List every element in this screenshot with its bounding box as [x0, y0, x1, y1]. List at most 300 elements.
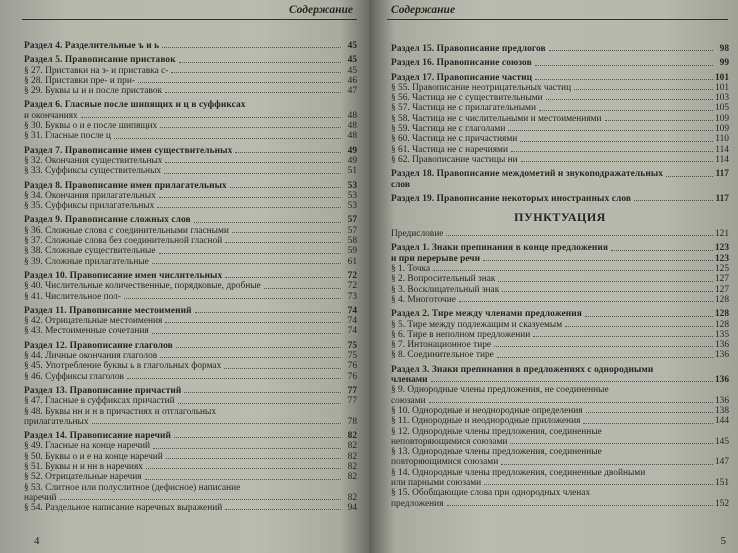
toc-entry-page: 82 [347, 441, 357, 452]
toc-entry-page: 109 [714, 113, 729, 124]
toc-entry-title: Раздел 2. Тире между членами предложения [391, 309, 582, 320]
toc-entry-page: 99 [719, 58, 729, 69]
toc-entry-title: § 33. Суффиксы существительных [24, 166, 162, 177]
toc-entry [391, 320, 729, 330]
dot-leader [232, 232, 341, 233]
toc-entry-page: 151 [714, 477, 729, 488]
toc-entry-title: союзами [391, 395, 426, 406]
dot-leader [501, 464, 713, 465]
toc-entry [391, 194, 729, 204]
dot-leader [497, 357, 713, 358]
toc-entry-page: 51 [347, 166, 357, 177]
toc-entry [391, 437, 729, 447]
dot-leader [511, 151, 713, 152]
toc-entry-page: 138 [714, 405, 729, 416]
toc-entry-page: 57 [347, 225, 357, 236]
toc-entry [24, 441, 357, 451]
toc-entry [24, 76, 357, 86]
toc-entry-title: § 14. Однородные члены предложения, соединенные двойными [391, 467, 646, 478]
toc-entry [24, 66, 357, 76]
toc-entry-title: § 56. Частица не с существительными [391, 93, 543, 104]
toc-entry [24, 100, 357, 110]
toc-entry [24, 166, 357, 176]
toc-entry [391, 155, 729, 165]
toc-entry-title: § 38. Сложные существительные [24, 246, 156, 257]
toc-entry-title: § 46. Суффиксы глаголов [24, 371, 124, 382]
dot-leader [159, 253, 341, 254]
toc-entry [391, 264, 729, 274]
toc-entry-title: § 60. Частица не с причастиями [391, 134, 518, 145]
toc-entry-page: 145 [714, 436, 729, 447]
toc-entry-title: § 53. Слитное или полуслитное (дефисное) написание [24, 482, 241, 493]
toc-entry-page: 53 [347, 201, 357, 212]
toc-entry-page: 125 [714, 264, 729, 275]
toc-entry [391, 330, 729, 340]
toc-entry-page: 49 [347, 155, 357, 166]
dot-leader [195, 312, 341, 313]
toc-entry-title: § 3. Восклицательный знак [391, 284, 500, 295]
toc-entry [391, 134, 729, 144]
toc-entry-page: 121 [714, 229, 729, 240]
toc-entry-title: Раздел 1. Знаки препинания в конце предложения [391, 243, 609, 254]
dot-leader [124, 298, 341, 299]
toc-entry [391, 254, 729, 264]
dot-leader [127, 378, 341, 379]
toc-entry-page: 109 [714, 124, 729, 135]
toc-entry [24, 452, 357, 462]
dot-leader [546, 99, 713, 100]
toc-entry [24, 493, 357, 503]
toc-entry [24, 417, 357, 427]
toc-entry-title: Раздел 8. Правописание имен прилагательных [24, 180, 227, 191]
toc-entry [391, 180, 729, 190]
toc-entry [391, 229, 729, 239]
dot-leader [230, 187, 341, 188]
toc-entry-title: § 54. Раздельное написание наречных выражений [24, 503, 223, 514]
toc-entry [391, 478, 729, 488]
dot-leader [508, 130, 713, 131]
toc-entry-page: 144 [714, 416, 729, 427]
toc-entry [24, 86, 357, 96]
toc-entry-title: § 30. Буквы о и е после шипящих [24, 121, 158, 132]
toc-entry-title: § 40. Числительные количественные, порядковые, дробные [24, 281, 261, 292]
toc-entry-page: 123 [714, 253, 729, 264]
toc-entry-title: § 59. Частица не с глаголами [391, 124, 506, 135]
toc-entry-title: § 34. Окончания прилагательных [24, 190, 156, 201]
dot-leader [484, 484, 713, 485]
toc-entry-title: предложения [391, 498, 444, 509]
toc-entry [24, 146, 357, 156]
toc-entry-page: 58 [347, 236, 357, 247]
toc-entry-title: § 39. Сложные прилагательные [24, 256, 149, 267]
toc-entry [391, 375, 729, 385]
toc-entry-title: § 2. Вопросительный знак [391, 274, 496, 285]
toc-entry-page: 136 [714, 375, 729, 386]
toc-entry [391, 340, 729, 350]
dot-leader [114, 138, 341, 139]
toc-entry-page: 127 [714, 284, 729, 295]
toc-entry-title: § 35. Суффиксы прилагательных [24, 201, 155, 212]
toc-entry [391, 447, 729, 457]
toc-entry-title: и при перерыве речи [391, 253, 480, 264]
dot-leader [494, 346, 713, 347]
dot-leader [81, 117, 341, 118]
toc-entry-title: Раздел 14. Правописание наречий [24, 431, 171, 442]
dot-leader [446, 235, 713, 236]
toc-entry-title: членами [391, 375, 428, 386]
toc-entry [24, 396, 357, 406]
toc-entry-page: 48 [347, 131, 357, 142]
toc-entry [391, 73, 729, 83]
toc-entry-page: 105 [714, 103, 729, 114]
toc-entry-page: 75 [347, 351, 357, 362]
dot-leader [565, 326, 713, 327]
dot-leader [447, 505, 713, 506]
toc-entry-page: 128 [714, 294, 729, 305]
dot-leader [225, 509, 341, 510]
toc-entry [24, 271, 357, 281]
toc-entry [24, 292, 357, 302]
toc-entry [24, 407, 357, 417]
toc-entry [24, 41, 357, 51]
toc-entry [24, 386, 357, 396]
toc-entry [391, 406, 729, 416]
toc-entry-page: 136 [714, 395, 729, 406]
toc-entry-title: § 61. Частица не с наречиями [391, 144, 508, 155]
toc-entry [24, 181, 357, 191]
toc-entry-page: 77 [347, 385, 357, 396]
toc-entry-page: 45 [347, 65, 357, 76]
toc-entry [391, 83, 729, 93]
dot-leader [521, 161, 713, 162]
dot-leader [159, 197, 341, 198]
toc-entry-page: 74 [347, 316, 357, 327]
toc-entry-title: Раздел 17. Правописание частиц [391, 72, 533, 83]
dot-leader [583, 423, 713, 424]
toc-entry-title: § 37. Сложные слова без соединительной гласной [24, 236, 223, 247]
running-head-right: Содержание [391, 4, 456, 16]
dot-leader [162, 47, 341, 48]
dot-leader [634, 200, 713, 201]
toc-entry-title: § 15. Обобщающие слова при однородных членах [391, 488, 591, 499]
page-number-right: 5 [720, 535, 726, 547]
dot-leader [502, 291, 713, 292]
toc-entry-title: § 28. Приставки пре- и при- [24, 75, 135, 86]
dot-leader [585, 316, 713, 317]
toc-entry [24, 191, 357, 201]
toc-entry [391, 309, 729, 319]
toc-entry-title: § 31. Гласные после ц [24, 131, 111, 142]
dot-leader [153, 448, 341, 449]
right-page [369, 0, 738, 553]
toc-entry-page: 72 [347, 281, 357, 292]
dot-leader [92, 423, 341, 424]
toc-entry [391, 145, 729, 155]
toc-entry-title: Раздел 16. Правописание союзов [391, 58, 532, 69]
toc-entry-title: § 45. Употребление буквы ь в глагольных формах [24, 361, 222, 372]
toc-entry-page: 152 [714, 498, 729, 509]
toc-entry-page: 73 [347, 291, 357, 302]
toc-entry [24, 341, 357, 351]
toc-entry-title: слов [391, 179, 410, 190]
toc-entry-page: 82 [347, 492, 357, 503]
dot-leader [171, 72, 341, 73]
toc-entry [24, 281, 357, 291]
toc-entry [391, 350, 729, 360]
dot-leader [533, 336, 713, 337]
toc-entry-title: § 48. Буквы нн и н в причастиях и отглагольных [24, 406, 217, 417]
dot-leader [549, 50, 713, 51]
toc-entry [391, 169, 729, 179]
toc-entry [391, 243, 729, 253]
toc-entry-title: Раздел 15. Правописание предлогов [391, 44, 546, 54]
toc-entry [391, 114, 729, 124]
toc-entry [391, 416, 729, 426]
dot-leader [146, 468, 341, 469]
toc-entry-page: 117 [715, 193, 729, 204]
dot-leader [459, 301, 713, 302]
toc-entry-title: § 58. Частица не с числительными и местоимениями [391, 113, 602, 124]
toc-entry-page: 127 [714, 274, 729, 285]
dot-leader [145, 479, 341, 480]
dot-leader [194, 222, 341, 223]
punctuation-heading: ПУНКТУАЦИЯ [514, 210, 606, 225]
toc-entry-page: 45 [347, 41, 357, 51]
toc-entry-page: 123 [714, 243, 729, 254]
toc-entry-page: 76 [347, 361, 357, 372]
toc-entry [24, 55, 357, 65]
toc-entry [24, 156, 357, 166]
toc-entry-page: 82 [347, 461, 357, 472]
toc-entry [391, 58, 729, 68]
toc-entry-title: § 49. Гласные на конце наречий [24, 441, 150, 452]
toc-entry-title: § 5. Тире между подлежащим и сказуемым [391, 319, 563, 330]
dot-leader [605, 120, 713, 121]
toc-entry-page: 135 [714, 329, 729, 340]
toc-entry-page: 78 [347, 416, 357, 427]
toc-entry [391, 488, 729, 498]
toc-entry-title: § 29. Буквы ы и и после приставок [24, 86, 163, 97]
toc-entry-page: 48 [347, 110, 357, 121]
toc-entry [24, 503, 357, 513]
dot-leader [498, 281, 712, 282]
dot-leader [224, 368, 341, 369]
toc-entry-page: 57 [347, 215, 357, 226]
dot-leader [611, 250, 713, 251]
dot-leader [264, 288, 341, 289]
dot-leader [166, 458, 341, 459]
toc-entry [24, 131, 357, 141]
toc-entry [391, 427, 729, 437]
dot-leader [160, 357, 341, 358]
toc-entry-page: 82 [347, 431, 357, 442]
toc-entry-title: § 12. Однородные члены предложения, соединенные [391, 426, 602, 437]
dot-leader [574, 89, 713, 90]
toc-entry-page: 53 [347, 180, 357, 191]
toc-entry [24, 316, 357, 326]
toc-entry-title: § 51. Буквы н и нн в наречиях [24, 461, 143, 472]
toc-entry-page: 101 [714, 72, 729, 83]
toc-entry [391, 468, 729, 478]
toc-entry-page: 53 [347, 190, 357, 201]
dot-leader [165, 162, 341, 163]
dot-leader [429, 402, 713, 403]
toc-entry [24, 306, 357, 316]
dot-leader [176, 347, 341, 348]
toc-entry [24, 215, 357, 225]
toc-entry [24, 121, 357, 131]
toc-entry-title: § 10. Однородные и неоднородные определения [391, 405, 583, 416]
toc-entry-page: 59 [347, 246, 357, 257]
toc-entry-title: § 36. Сложные слова с соединительными гласными [24, 225, 229, 236]
toc-entry-title: § 62. Правописание частицы ни [391, 154, 518, 165]
toc-entry-title: § 13. Однородные члены предложения, соединенные [391, 447, 602, 458]
toc-entry [391, 103, 729, 113]
toc-entry [24, 351, 357, 361]
toc-entry-page: 46 [347, 75, 357, 86]
toc-entry [24, 372, 357, 382]
toc-entry-title: прилагательных [24, 416, 89, 427]
toc-entry [391, 457, 729, 467]
dot-leader [157, 207, 341, 208]
toc-entry [24, 246, 357, 256]
dot-leader [510, 443, 713, 444]
toc-entry-title: § 57. Частица не с прилагательными [391, 103, 536, 114]
toc-entry-page: 82 [347, 451, 357, 462]
toc-entry-title: Раздел 13. Правописание причастий [24, 385, 182, 396]
toc-entry [24, 361, 357, 371]
toc-left [24, 37, 357, 513]
toc-entry-page: 128 [714, 319, 729, 330]
toc-entry [391, 295, 729, 305]
dot-leader [179, 62, 341, 63]
toc-entry-title: или парными союзами [391, 477, 482, 488]
running-head-left: Содержание [288, 4, 353, 16]
dot-leader [60, 499, 341, 500]
toc-entry-page: 117 [715, 169, 729, 180]
toc-entry-page: 147 [714, 457, 729, 468]
dot-leader [539, 110, 713, 111]
toc-entry-title: и окончаниях [24, 110, 78, 121]
toc-entry-title: § 9. Однородные члены предложения, не соединенные [391, 385, 609, 396]
toc-entry-title: § 47. Гласные в суффиксах причастий [24, 396, 175, 407]
toc-entry-page: 94 [347, 503, 357, 514]
dot-leader [666, 176, 713, 177]
toc-entry [24, 462, 357, 472]
toc-entry-page: 114 [715, 154, 729, 165]
toc-entry-page: 136 [714, 350, 729, 361]
toc-entry [24, 236, 357, 246]
toc-entry-title: Раздел 4. Разделительные ъ и ь [24, 41, 160, 51]
toc-entry-page: 77 [347, 396, 357, 407]
dot-leader [586, 412, 713, 413]
dot-leader [431, 381, 713, 382]
toc-entry-title: неповторяющимися союзами [391, 436, 508, 447]
toc-entry-title: § 4. Многоточие [391, 294, 456, 305]
dot-leader [483, 260, 713, 261]
header-rule-right [387, 19, 728, 20]
toc-entry-title: Раздел 11. Правописание местоимений [24, 305, 192, 316]
toc-entry-title: § 11. Однородные и неоднородные приложения [391, 416, 581, 427]
toc-entry-page: 114 [715, 144, 729, 155]
toc-entry-title: Предисловие [391, 229, 444, 240]
header-rule-left [22, 19, 357, 20]
toc-entry-page: 47 [347, 86, 357, 97]
toc-entry-page: 75 [347, 340, 357, 351]
dot-leader [235, 152, 341, 153]
toc-entry-title: § 55. Правописание неотрицательных частиц [391, 82, 572, 93]
toc-entry [24, 111, 357, 121]
toc-entry [391, 396, 729, 406]
dot-leader [165, 322, 341, 323]
dot-leader [138, 82, 341, 83]
dot-leader [152, 333, 341, 334]
dot-leader [160, 127, 341, 128]
toc-entry-page: 103 [714, 93, 729, 104]
toc-entry-page: 45 [347, 55, 357, 66]
toc-right-spelling [391, 44, 729, 204]
toc-entry-title: § 8. Соединительное тире [391, 350, 494, 361]
toc-entry-title: § 7. Интонационное тире [391, 340, 492, 351]
toc-entry-page: 72 [347, 270, 357, 281]
dot-leader [184, 392, 341, 393]
toc-entry-page: 98 [719, 44, 729, 54]
toc-entry-title: наречий [24, 492, 57, 503]
toc-entry [391, 44, 729, 54]
toc-entry [391, 124, 729, 134]
toc-entry-title: § 50. Буквы о и е на конце наречий [24, 451, 163, 462]
toc-entry-title: § 1. Точка [391, 264, 431, 275]
toc-entry-page: 76 [347, 371, 357, 382]
toc-entry-title: § 44. Личные окончания глаголов [24, 351, 158, 362]
page-number-left: 4 [34, 535, 40, 547]
toc-entry [391, 93, 729, 103]
toc-entry-page: 110 [715, 134, 729, 145]
toc-entry [391, 285, 729, 295]
toc-entry [24, 226, 357, 236]
toc-entry-title: Раздел 5. Правописание приставок [24, 55, 176, 66]
dot-leader [174, 437, 341, 438]
dot-leader [152, 263, 341, 264]
toc-entry-title: Раздел 19. Правописание некоторых иностранных слов [391, 193, 632, 204]
toc-entry-page: 49 [347, 145, 357, 156]
toc-entry-title: § 42. Отрицательные местоимения [24, 316, 163, 327]
dot-leader [165, 92, 341, 93]
toc-entry-title: Раздел 6. Гласные после шипящих и ц в суффиксах [24, 100, 246, 111]
toc-entry [24, 472, 357, 482]
toc-entry-title: повторяющимися союзами [391, 457, 499, 468]
toc-entry-title: Раздел 12. Правописание глаголов [24, 340, 173, 351]
toc-entry-title: § 32. Окончания существительных [24, 155, 163, 166]
toc-entry [24, 483, 357, 493]
toc-entry-page: 74 [347, 305, 357, 316]
dot-leader [225, 242, 341, 243]
toc-entry-title: § 43. Местоименные сочетания [24, 326, 149, 337]
toc-entry-page: 82 [347, 472, 357, 483]
toc-entry-page: 61 [347, 256, 357, 267]
toc-entry [24, 201, 357, 211]
toc-entry [24, 326, 357, 336]
toc-entry-page: 128 [714, 309, 729, 320]
toc-entry-title: § 6. Тире в неполном предложении [391, 329, 531, 340]
toc-entry-title: § 52. Отрицательные наречия [24, 472, 142, 483]
dot-leader [433, 270, 713, 271]
toc-entry-title: Раздел 3. Знаки препинания в предложениях с однородными [391, 364, 654, 375]
toc-entry-title: § 27. Приставки на з- и приставка с- [24, 65, 169, 76]
toc-entry [24, 431, 357, 441]
toc-entry [391, 385, 729, 395]
dot-leader [178, 403, 341, 404]
